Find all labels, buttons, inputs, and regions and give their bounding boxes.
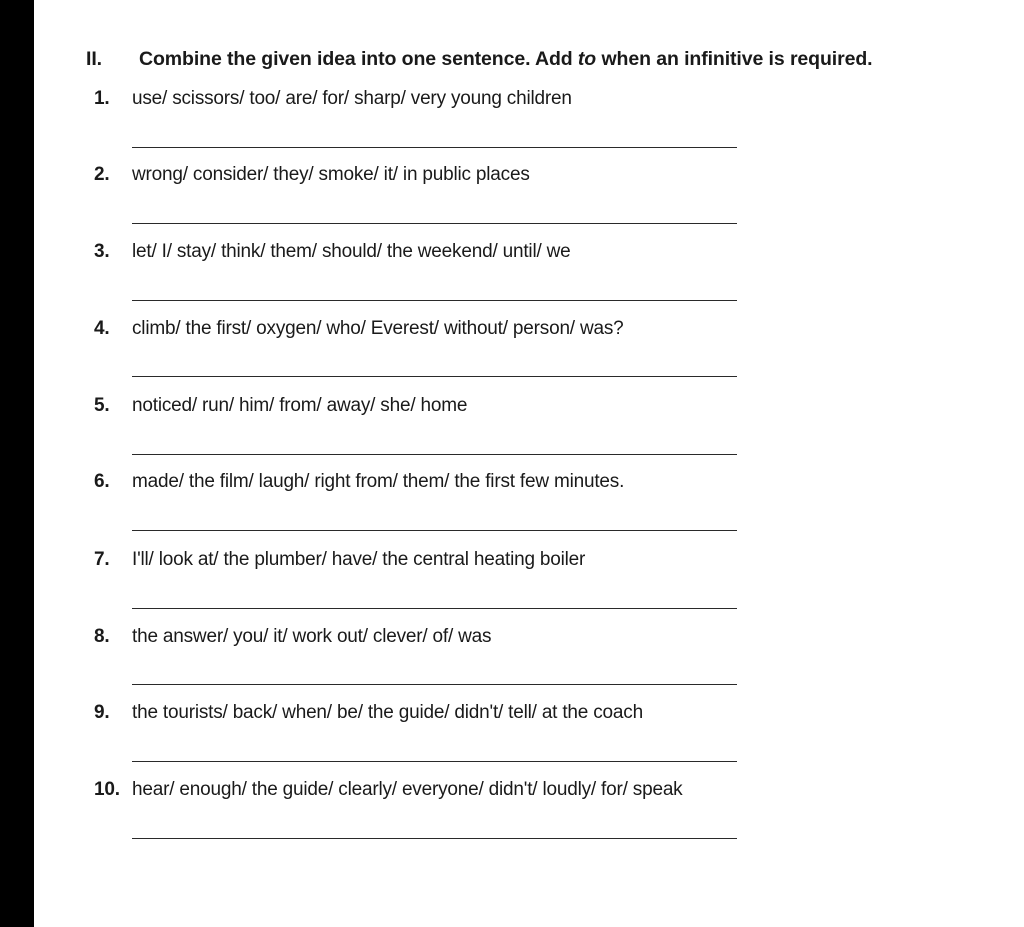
heading-text-before: Combine the given idea into one sentence. Add: [139, 48, 578, 70]
exercise-item-9: [94, 702, 643, 724]
item-prompt: the tourists/ back/ when/ be/ the guide/ didn't/ tell/ at the coach: [132, 702, 643, 723]
item-prompt: let/ I/ stay/ think/ them/ should/ the weekend/ until/ we: [132, 241, 571, 262]
item-prompt: hear/ enough/ the guide/ clearly/ everyone/ didn't/ loudly/ for/ speak: [132, 779, 683, 800]
answer-line-10[interactable]: [132, 838, 737, 839]
answer-line-5[interactable]: [132, 454, 737, 455]
exercise-item-2: [94, 164, 530, 186]
item-number: 8.: [94, 626, 110, 647]
heading-text-after: when an infinitive is required.: [596, 48, 873, 70]
answer-line-8[interactable]: [132, 684, 737, 685]
heading-emphasis: to: [577, 48, 597, 70]
exercise-heading: [86, 48, 872, 71]
item-number: 2.: [94, 164, 110, 185]
item-number: 9.: [94, 702, 110, 723]
exercise-item-7: [94, 549, 585, 571]
exercise-item-10: [94, 779, 682, 801]
answer-line-3[interactable]: [132, 300, 737, 301]
answer-line-2[interactable]: [132, 223, 737, 224]
exercise-item-8: [94, 626, 491, 648]
item-number: 6.: [94, 471, 110, 492]
worksheet-page: [34, 0, 1024, 927]
item-number: 3.: [94, 241, 110, 262]
item-number: 7.: [94, 549, 110, 570]
left-border-strip: [0, 0, 34, 927]
item-prompt: the answer/ you/ it/ work out/ clever/ of/ was: [132, 626, 492, 647]
item-number: 1.: [94, 88, 110, 109]
item-prompt: climb/ the first/ oxygen/ who/ Everest/ without/ person/ was?: [132, 318, 624, 339]
answer-line-9[interactable]: [132, 761, 737, 762]
item-prompt: use/ scissors/ too/ are/ for/ sharp/ very young children: [132, 88, 572, 109]
exercise-item-3: [94, 241, 571, 263]
exercise-item-5: [94, 395, 467, 417]
item-number: 4.: [94, 318, 110, 339]
item-number: 10.: [94, 779, 120, 800]
item-prompt: wrong/ consider/ they/ smoke/ it/ in public places: [132, 164, 530, 185]
item-number: 5.: [94, 395, 110, 416]
exercise-item-1: [94, 88, 572, 110]
exercise-item-6: [94, 471, 624, 493]
answer-line-1[interactable]: [132, 147, 737, 148]
heading-number: II.: [86, 48, 102, 70]
item-prompt: noticed/ run/ him/ from/ away/ she/ home: [132, 395, 468, 416]
exercise-item-4: [94, 318, 624, 340]
item-prompt: made/ the film/ laugh/ right from/ them/ the first few minutes.: [132, 471, 625, 492]
item-prompt: I'll/ look at/ the plumber/ have/ the central heating boiler: [132, 549, 586, 570]
answer-line-7[interactable]: [132, 608, 737, 609]
answer-line-4[interactable]: [132, 376, 737, 377]
answer-line-6[interactable]: [132, 530, 737, 531]
